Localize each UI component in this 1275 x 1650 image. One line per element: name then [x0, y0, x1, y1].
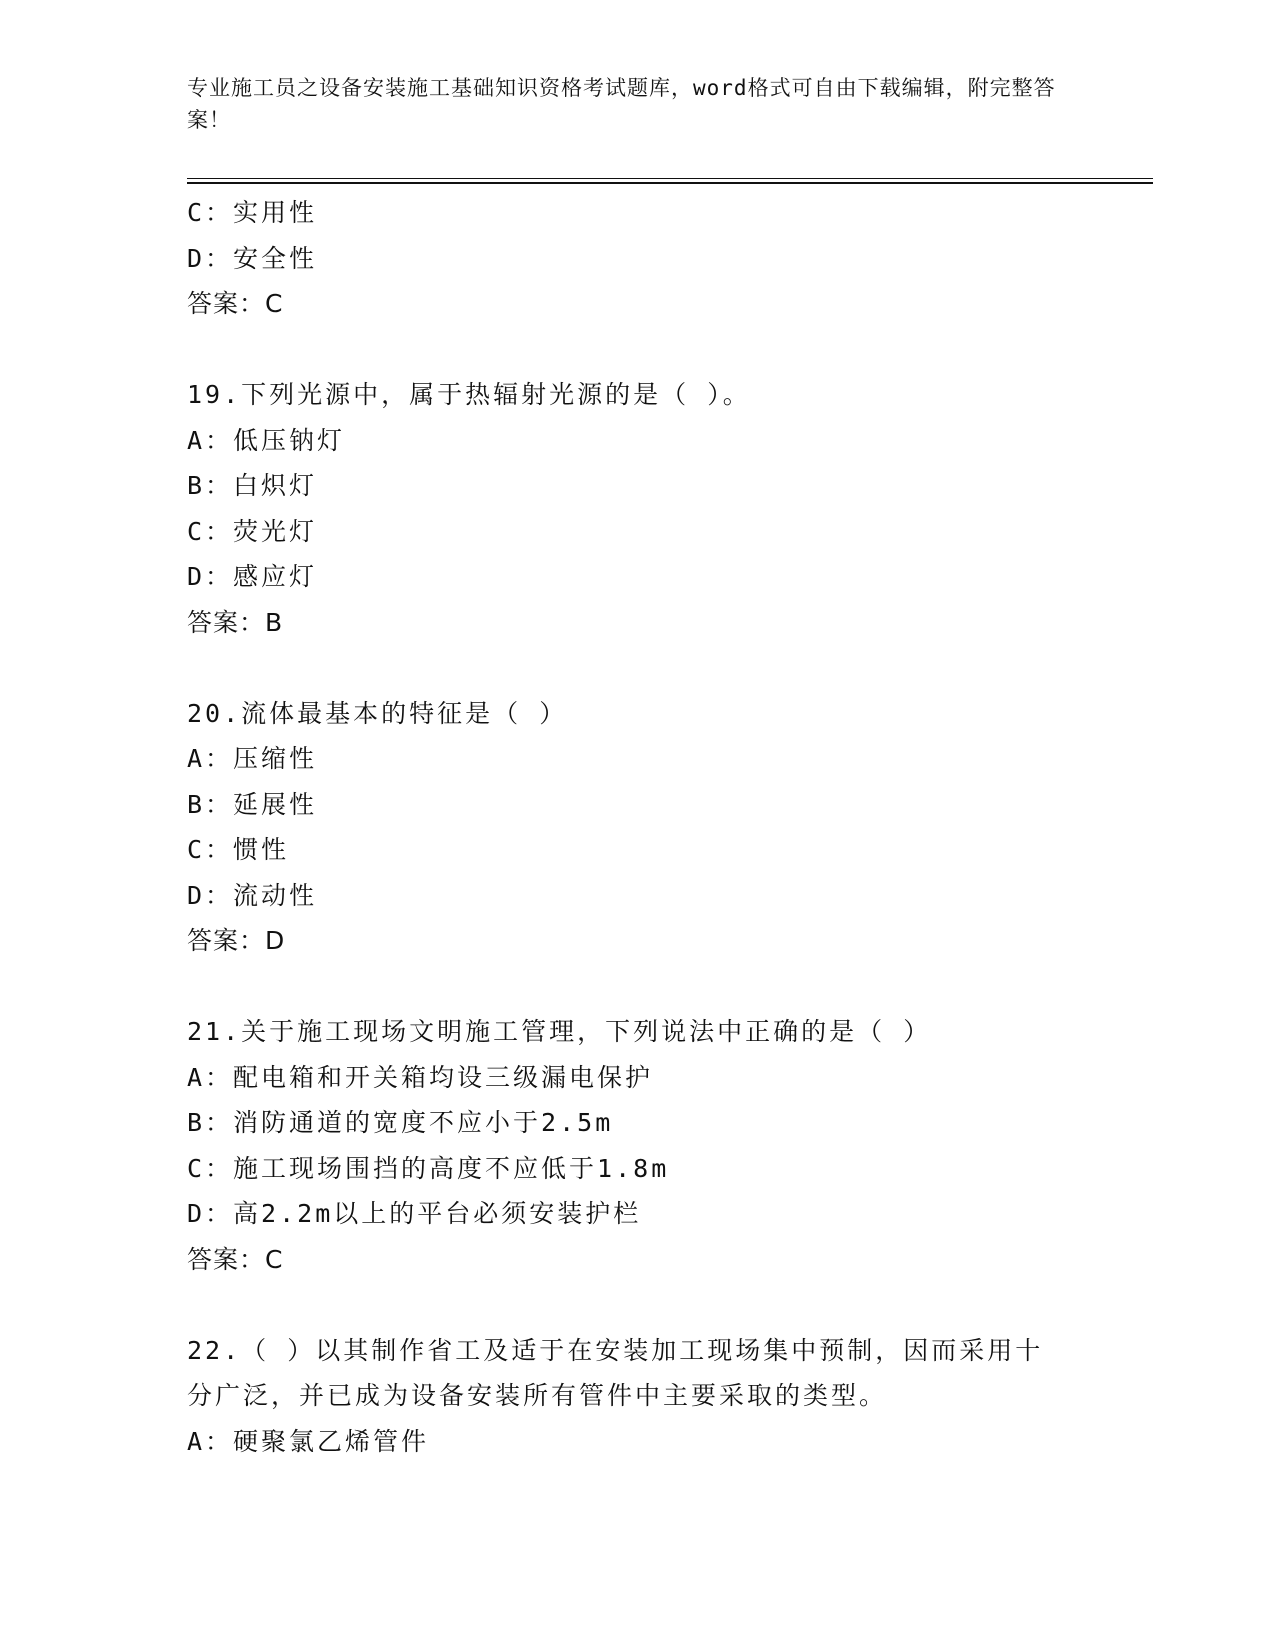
option-c: C：施工现场围挡的高度不应低于1.8m: [187, 1153, 670, 1183]
header-text: 专业施工员之设备安装施工基础知识资格考试题库，word格式可自由下载编辑，附完整答案！: [187, 76, 1056, 132]
spacer: [187, 964, 1087, 1010]
option-d: D：安全性: [187, 243, 318, 273]
question-stem: 20.流体最基本的特征是（ ）: [187, 698, 568, 728]
document-header: [187, 72, 1087, 136]
header-divider-thick: [187, 182, 1153, 184]
option-d: D：感应灯: [187, 562, 318, 591]
option-b: B：消防通道的宽度不应小于2.5m: [187, 1108, 614, 1137]
answer-line: 答案：C: [187, 289, 284, 318]
option-c: C：惯性: [187, 835, 290, 864]
answer-line: 答案：C: [187, 1244, 284, 1274]
answer-line: 答案：B: [187, 607, 284, 637]
option-a: A：配电箱和开关箱均设三级漏电保护: [187, 1062, 654, 1092]
option-d: D：高2.2m以上的平台必须安装护栏: [187, 1199, 642, 1228]
option-c: C：荧光灯: [187, 516, 318, 546]
spacer: [187, 645, 1087, 691]
answer-line: 答案：D: [187, 926, 286, 955]
header-divider-thin: [187, 178, 1153, 179]
option-a: A：低压钠灯: [187, 425, 346, 455]
option-d: D：流动性: [187, 880, 318, 910]
option-c: C：实用性: [187, 198, 318, 227]
question-stem-line-2: 分广泛，并已成为设备安装所有管件中主要采取的类型。: [187, 1381, 888, 1410]
option-b: B：延展性: [187, 789, 318, 819]
question-stem: 21.关于施工现场文明施工管理，下列说法中正确的是（ ）: [187, 1017, 932, 1046]
option-a: A：硬聚氯乙烯管件: [187, 1426, 430, 1456]
spacer: [187, 1282, 1087, 1328]
spacer: [187, 327, 1087, 373]
question-stem-line-1: 22.（ ）以其制作省工及适于在安装加工现场集中预制，因而采用十: [187, 1335, 1044, 1365]
option-b: B：白炽灯: [187, 471, 318, 500]
question-list: [187, 190, 1087, 1464]
question-stem: 19.下列光源中，属于热辐射光源的是（ ）。: [187, 380, 751, 409]
option-a: A：压缩性: [187, 744, 318, 773]
